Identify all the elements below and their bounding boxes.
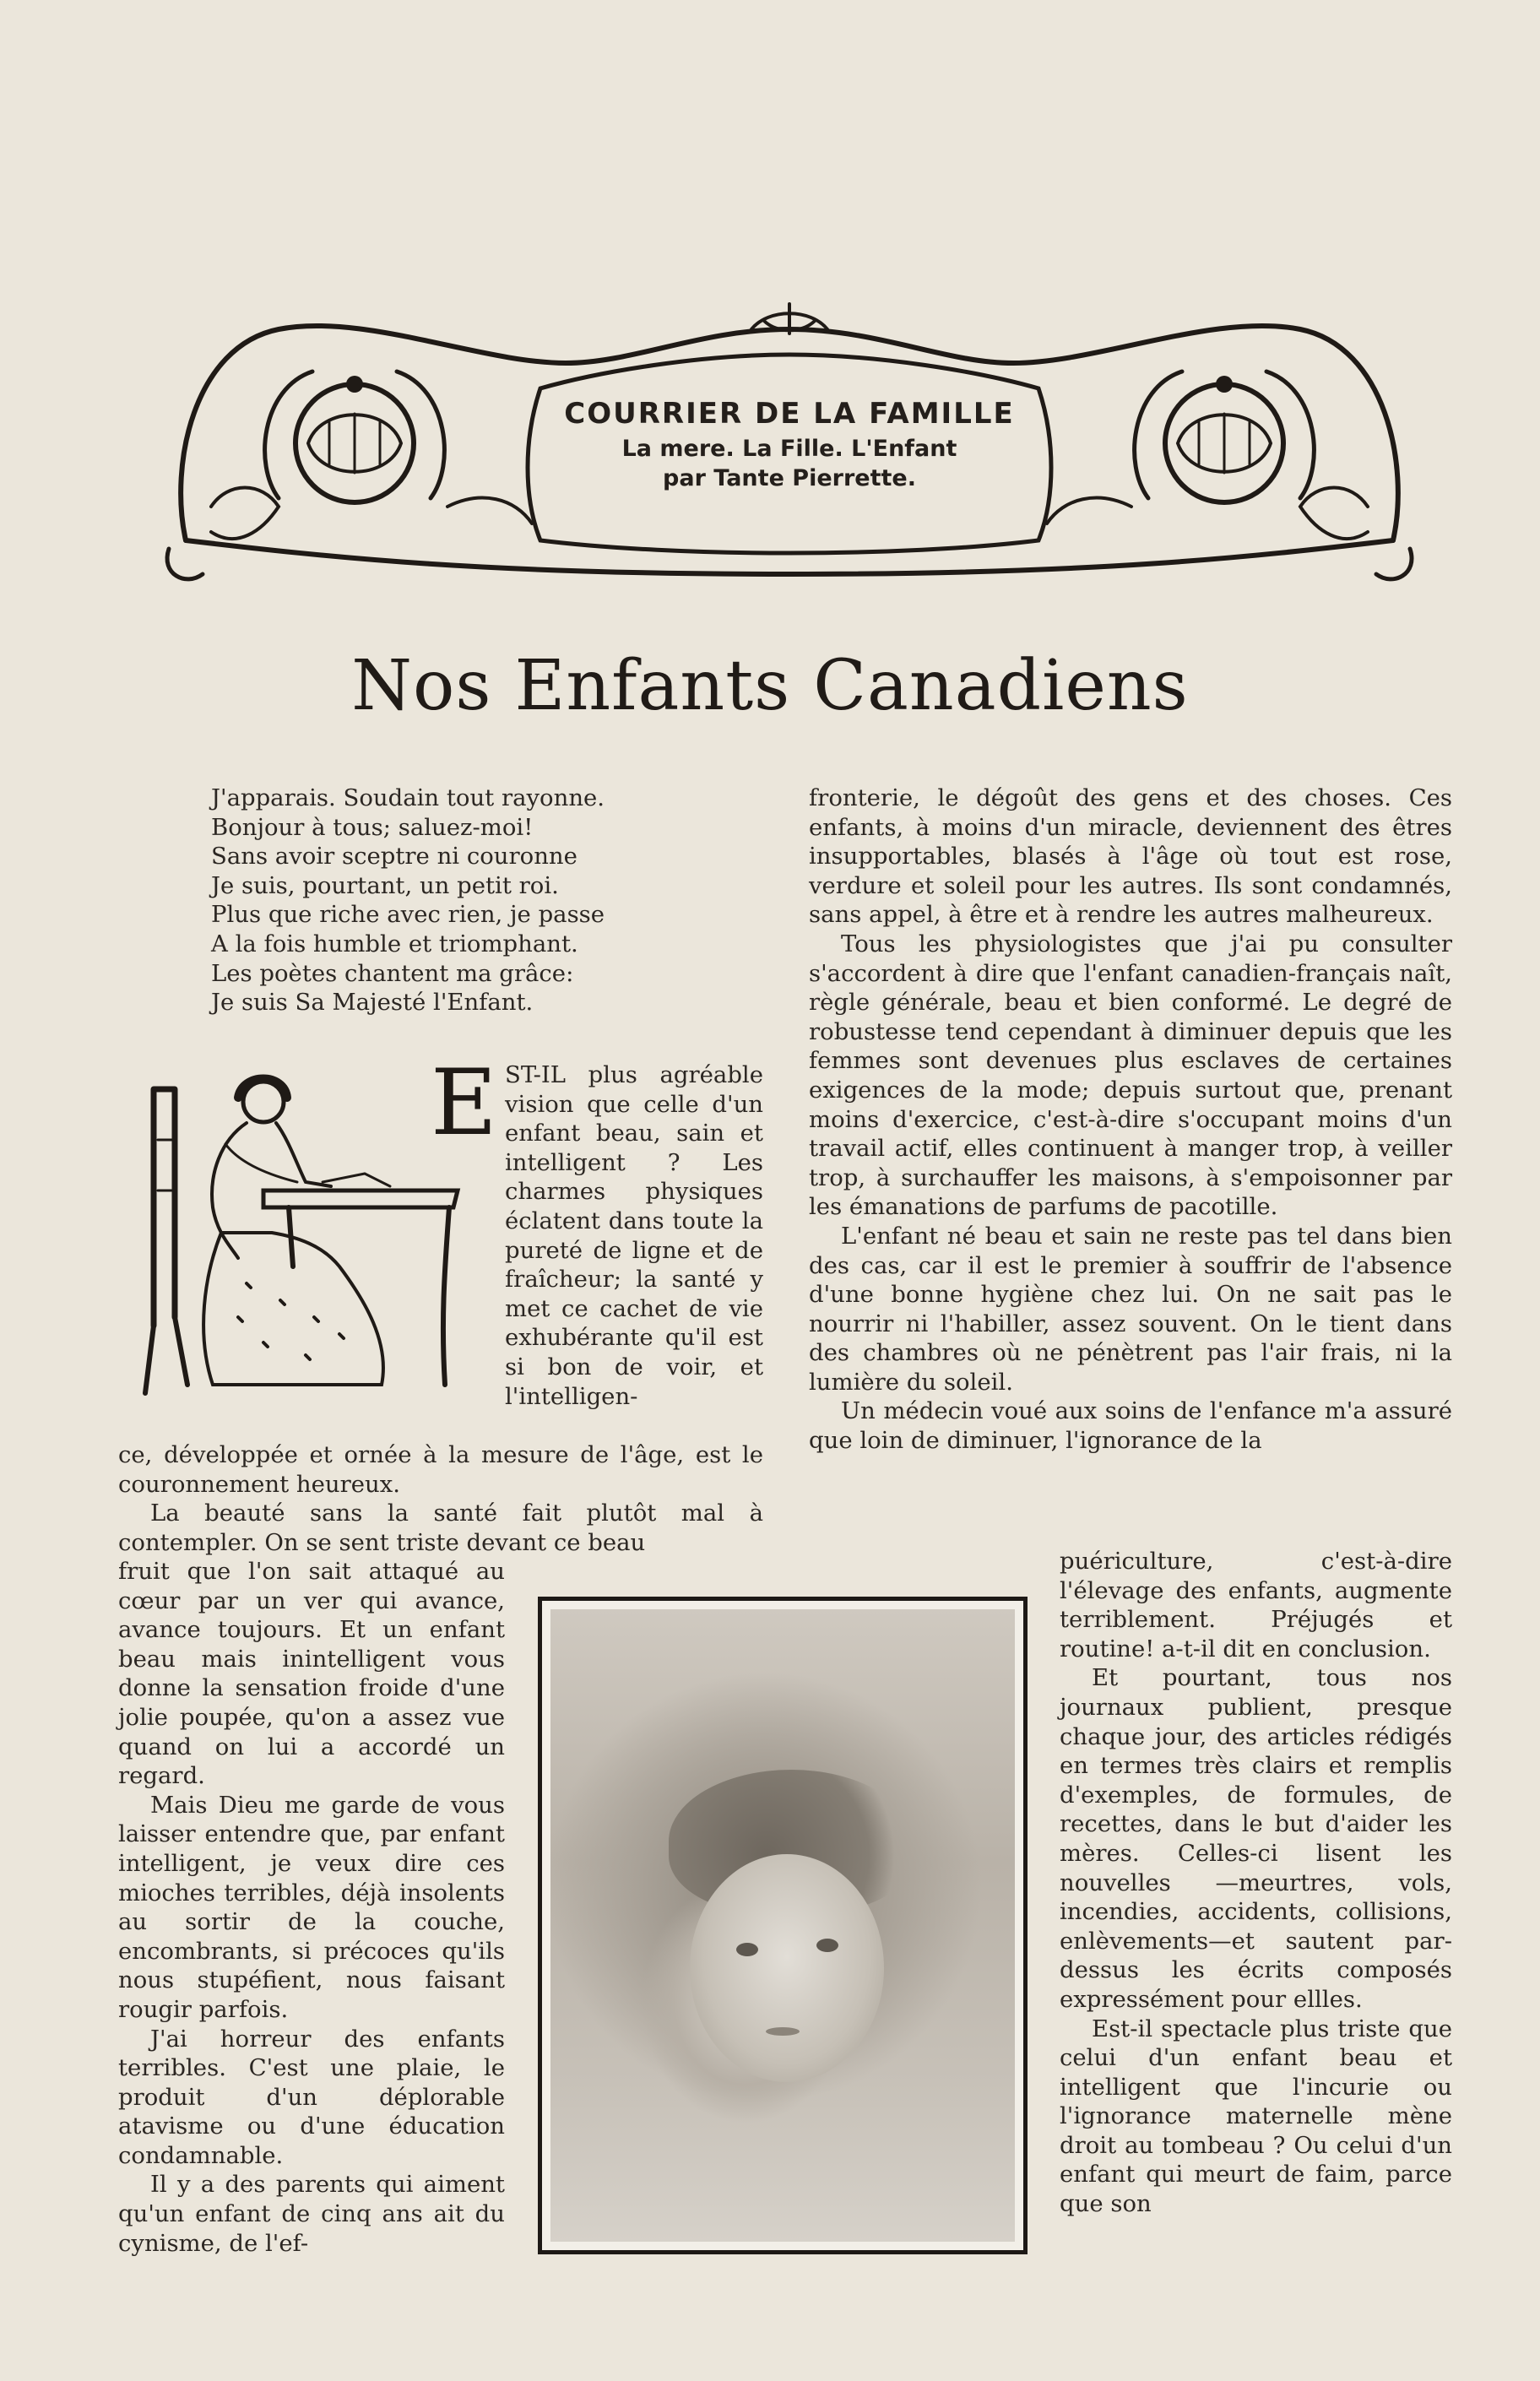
child-portrait-icon bbox=[550, 1609, 1015, 2242]
paragraph: ST-IL plus agréable vision que celle d'un enfant beau, sain et intelligent ? Les charmes physiques éclatent dans toute la pureté de ligne et de fraîcheur; la santé y met ce cachet de vie exhubérante qu'il est si bon de voir, et l'intelligen- bbox=[505, 1061, 763, 1410]
header-subtitle: La mere. La Fille. L'Enfant bbox=[621, 436, 957, 462]
poem-line: Sans avoir sceptre ni couronne bbox=[211, 843, 578, 871]
paragraph: ce, développée et ornée à la mesure de l'âge, est le couronnement heureux. bbox=[118, 1441, 763, 1498]
photo-face bbox=[690, 1854, 884, 2082]
ornamental-header bbox=[160, 296, 1418, 599]
paragraph: Il y a des parents qui aiment qu'un enfant de cinq ans ait du cynisme, de l'ef- bbox=[118, 2171, 505, 2257]
paragraph: Est-il spectacle plus triste que celui d'un enfant beau et intelligent que l'incurie ou l'ignorance maternelle mène droit au tombeau ? Ou celui d'un enfant qui meurt de faim, parce que son bbox=[1060, 2015, 1452, 2218]
drop-cap: E bbox=[431, 1050, 497, 1156]
paragraph: J'ai horreur des enfants terribles. C'est une plaie, le produit d'un déplorable atavisme ou d'une éducation condamnable. bbox=[118, 2025, 505, 2169]
header-section-name: COURRIER DE LA FAMILLE bbox=[564, 397, 1015, 431]
paragraph: La beauté sans la santé fait plutôt mal à contempler. On se sent triste devant ce beau bbox=[118, 1500, 763, 1556]
paragraph: Et pourtant, tous nos journaux publient, presque chaque jour, des articles rédigés en termes très clairs et remplis d'exemples, de formules, de recettes, dans le but d'aider les mères. Celles-ci lisent les nouvelles —meurtres, vols, incendies, accidents, collisions, enlèvements—et sautent par-dessus les écrits composés expressément pour ellles. bbox=[1060, 1664, 1452, 2013]
poem-line: J'apparais. Soudain tout rayonne. bbox=[211, 784, 605, 811]
intro-paragraph bbox=[505, 1060, 763, 1411]
woman-at-table-illustration-icon bbox=[137, 1064, 474, 1402]
article-title: Nos Enfants Canadiens bbox=[351, 646, 1189, 726]
paragraph: Tous les physiologistes que j'ai pu consulter s'accordent à dire que l'enfant canadien-français naît, règle générale, beau et bien conformé. Le degré de robustesse tend cependant à diminuer depuis que les femmes sont devenues plus esclaves de certaines exigences de la mode; depuis surtout que, prenant moins d'exercice, c'est-à-dire s'occupant moins d'un travail actif, elles continuent à manger trop, à veiller trop, à surchauffer les maisons, à s'empoisonner par les émanations de parfums de pacotille. bbox=[809, 930, 1452, 1221]
poem-line: Plus que riche avec rien, je passe bbox=[211, 901, 605, 929]
left-column-narrow bbox=[118, 1557, 505, 2258]
paragraph: Mais Dieu me garde de vous laisser entendre que, par enfant intelligent, je veux dire ces mioches terribles, déjà insolents au sortir de la couche, encombrants, si précoces qu'ils nous stupéfient, nous faisant rougir parfois. bbox=[118, 1791, 505, 2023]
paragraph: L'enfant né beau et sain ne reste pas tel dans bien des cas, car il est le premier à souffrir de l'absence d'une bonne hygiène chez lui. On ne sait pas le nourrir ni l'habiller, assez souvent. On le tient dans des chambres où ne pénètrent pas l'air frais, ni la lumière du soleil. bbox=[809, 1222, 1452, 1396]
paragraph: fronterie, le dégoût des gens et des choses. Ces enfants, à moins d'un miracle, deviennent des êtres insupportables, blasés à l'âge où tout est rose, verdure et soleil pour les autres. Ils sont condamnés, sans appel, à être et à rendre les autres malheureux. bbox=[809, 784, 1452, 929]
paragraph: fruit que l'on sait attaqué au cœur par un ver qui avance, avance toujours. Et un enfant beau mais inintelligent vous donne la sensation froide d'une jolie poupée, qu'on a assez vue quand on lui a accordé un regard. bbox=[118, 1558, 505, 1790]
paragraph: puériculture, c'est-à-dire l'élevage des enfants, augmente terriblement. Préjugés et routine! a-t-il dit en conclusion. bbox=[1060, 1548, 1452, 1662]
left-column-full bbox=[118, 1440, 763, 1557]
right-column-full bbox=[809, 784, 1452, 1456]
opening-poem bbox=[211, 784, 684, 1017]
paragraph: Un médecin voué aux soins de l'enfance m'a assuré que loin de diminuer, l'ignorance de la bbox=[809, 1397, 1452, 1455]
right-column-narrow bbox=[1060, 1547, 1452, 2219]
header-author: par Tante Pierrette. bbox=[663, 465, 916, 491]
poem-line: Bonjour à tous; saluez-moi! bbox=[211, 813, 534, 841]
child-photo bbox=[538, 1597, 1028, 2254]
poem-line: Je suis Sa Majesté l'Enfant. bbox=[211, 989, 534, 1017]
poem-line: Les poètes chantent ma grâce: bbox=[211, 959, 574, 987]
poem-line: A la fois humble et triomphant. bbox=[211, 930, 578, 957]
poem-line: Je suis, pourtant, un petit roi. bbox=[211, 871, 559, 899]
